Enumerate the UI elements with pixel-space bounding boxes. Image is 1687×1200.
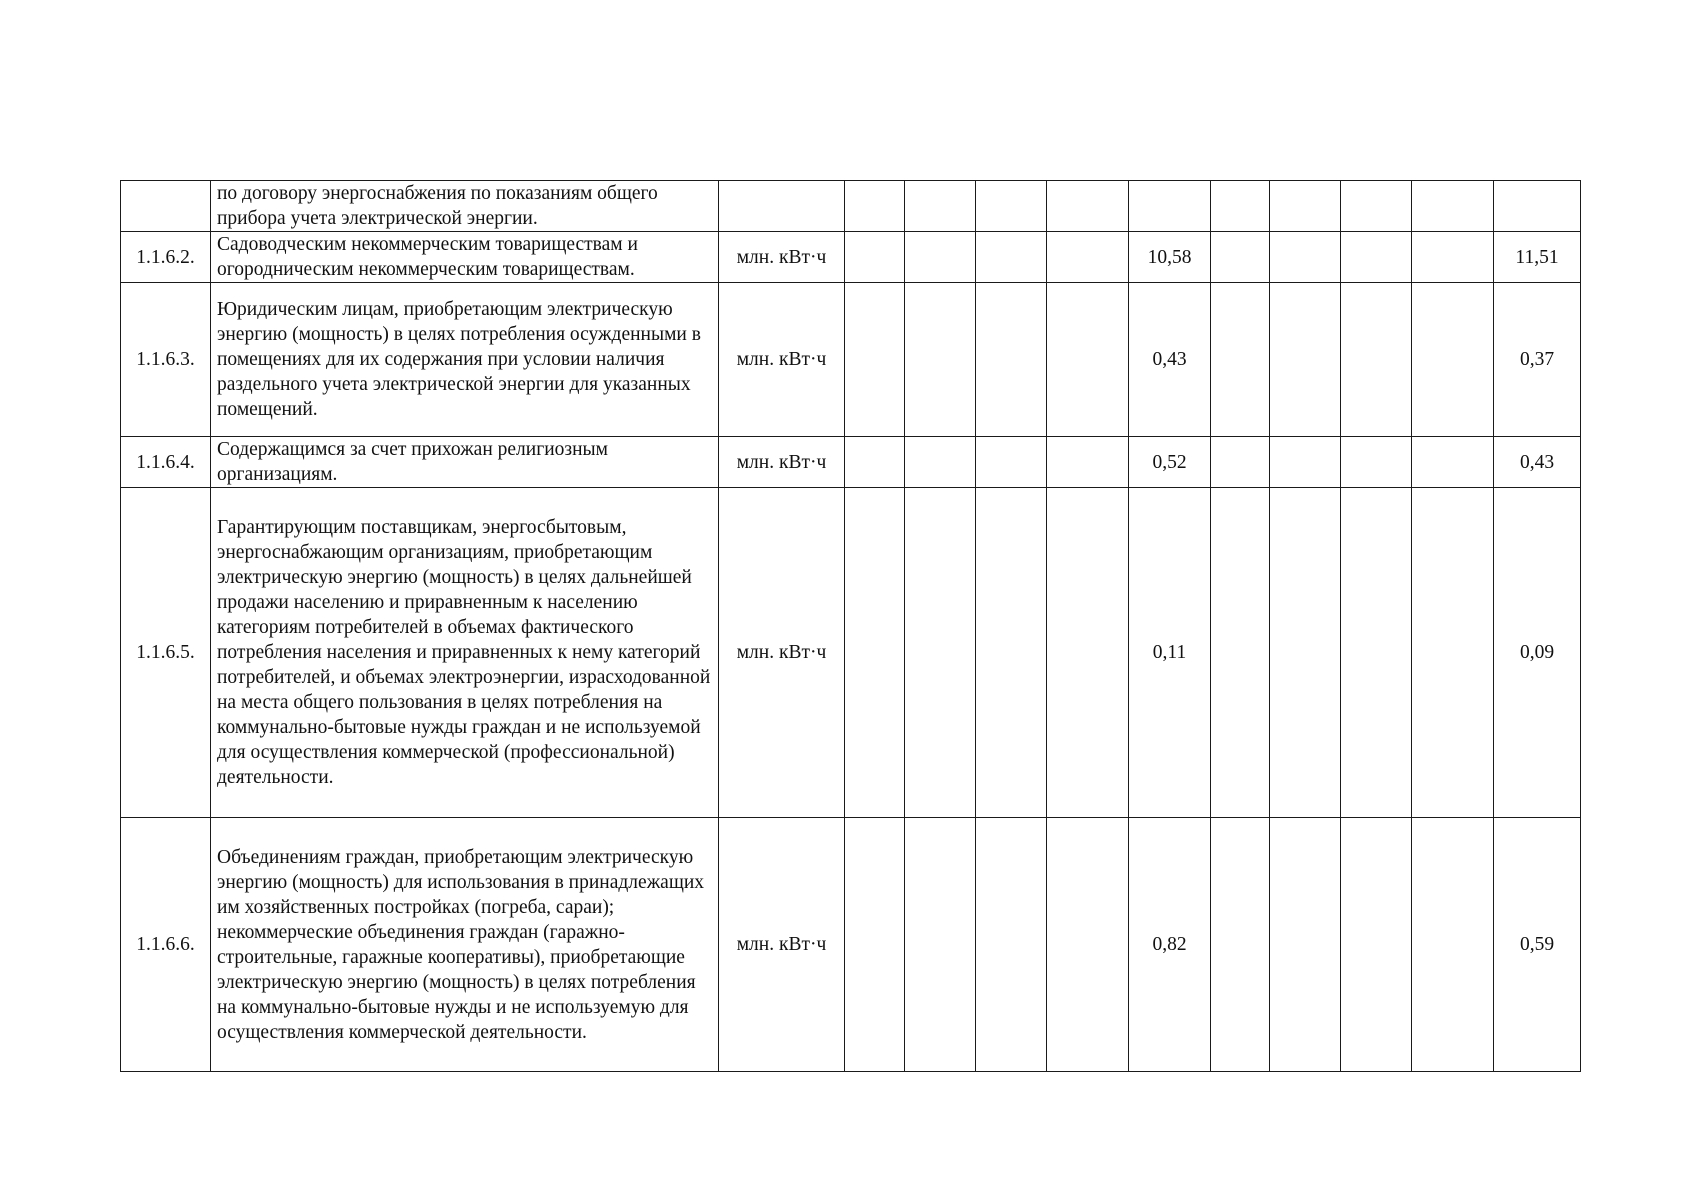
row-number-cell: 1.1.6.3.: [121, 283, 211, 437]
table-row: [121, 283, 1581, 437]
empty-cell: [976, 283, 1047, 437]
table-row: [121, 232, 1581, 283]
value-cell-a: 0,52: [1129, 437, 1211, 488]
empty-cell: [1211, 818, 1270, 1072]
empty-cell: [905, 283, 976, 437]
empty-cell: [1341, 283, 1412, 437]
empty-cell: [1270, 181, 1341, 232]
value-cell-a: 0,43: [1129, 283, 1211, 437]
value-cell-a: [1129, 181, 1211, 232]
empty-cell: [1412, 181, 1494, 232]
empty-cell: [1047, 232, 1129, 283]
empty-cell: [905, 232, 976, 283]
value-cell-b: 11,51: [1494, 232, 1581, 283]
empty-cell: [1341, 181, 1412, 232]
row-number-cell: 1.1.6.4.: [121, 437, 211, 488]
empty-cell: [1211, 437, 1270, 488]
row-description-cell: Содержащимся за счет прихожан религиозным организациям.: [211, 437, 719, 488]
table-row: [121, 181, 1581, 232]
empty-cell: [1270, 437, 1341, 488]
table-row: [121, 488, 1581, 818]
empty-cell: [1047, 818, 1129, 1072]
empty-cell: [976, 818, 1047, 1072]
empty-cell: [1270, 818, 1341, 1072]
value-cell-b: 0,09: [1494, 488, 1581, 818]
empty-cell: [1341, 488, 1412, 818]
empty-cell: [905, 488, 976, 818]
value-cell-b: [1494, 181, 1581, 232]
empty-cell: [1211, 232, 1270, 283]
table-row: [121, 437, 1581, 488]
empty-cell: [1047, 488, 1129, 818]
value-cell-a: 10,58: [1129, 232, 1211, 283]
empty-cell: [976, 488, 1047, 818]
row-number-cell: 1.1.6.2.: [121, 232, 211, 283]
empty-cell: [1341, 818, 1412, 1072]
empty-cell: [976, 232, 1047, 283]
value-cell-b: 0,37: [1494, 283, 1581, 437]
value-cell-a: 0,11: [1129, 488, 1211, 818]
empty-cell: [1341, 437, 1412, 488]
empty-cell: [1211, 181, 1270, 232]
empty-cell: [1211, 283, 1270, 437]
row-number-cell: [121, 181, 211, 232]
empty-cell: [1270, 283, 1341, 437]
empty-cell: [845, 181, 905, 232]
row-description-cell: по договору энергоснабжения по показаниям общего прибора учета электрической энергии.: [211, 181, 719, 232]
empty-cell: [845, 283, 905, 437]
empty-cell: [1412, 283, 1494, 437]
unit-cell: млн. кВт·ч: [719, 488, 845, 818]
empty-cell: [905, 818, 976, 1072]
empty-cell: [845, 437, 905, 488]
empty-cell: [1412, 818, 1494, 1072]
consumption-table: [120, 180, 1581, 1072]
row-description-cell: Садоводческим некоммерческим товариществам и огородническим некоммерческим товариществам.: [211, 232, 719, 283]
empty-cell: [845, 818, 905, 1072]
value-cell-b: 0,59: [1494, 818, 1581, 1072]
value-cell-b: 0,43: [1494, 437, 1581, 488]
unit-cell: млн. кВт·ч: [719, 818, 845, 1072]
row-number-cell: 1.1.6.6.: [121, 818, 211, 1072]
empty-cell: [1211, 488, 1270, 818]
unit-cell: [719, 181, 845, 232]
unit-cell: млн. кВт·ч: [719, 437, 845, 488]
unit-cell: млн. кВт·ч: [719, 232, 845, 283]
empty-cell: [1412, 488, 1494, 818]
table-row: [121, 818, 1581, 1072]
unit-cell: млн. кВт·ч: [719, 283, 845, 437]
value-cell-a: 0,82: [1129, 818, 1211, 1072]
empty-cell: [905, 181, 976, 232]
empty-cell: [1047, 283, 1129, 437]
empty-cell: [905, 437, 976, 488]
empty-cell: [1341, 232, 1412, 283]
table-body: [121, 181, 1581, 1072]
row-description-cell: Юридическим лицам, приобретающим электрическую энергию (мощность) в целях потребления осужденными в помещениях для их содержания при условии наличия раздельного учета электрической энергии для указанных помещений.: [211, 283, 719, 437]
empty-cell: [976, 181, 1047, 232]
row-description-cell: Гарантирующим поставщикам, энергосбытовым, энергоснабжающим организациям, приобретающим электрическую энергию (мощность) в целях дальнейшей продажи населению и приравненным к населению категориям потребителей в объемах фактического потребления населения и приравненных к нему категорий потребителей, и объемах электроэнергии, израсходованной на места общего пользования в целях потребления на коммунально-бытовые нужды граждан и не используемой для осуществления коммерческой (профессиональной) деятельности.: [211, 488, 719, 818]
empty-cell: [1047, 437, 1129, 488]
row-description-cell: Объединениям граждан, приобретающим электрическую энергию (мощность) для использования в принадлежащих им хозяйственных постройках (погреба, сараи); некоммерческие объединения граждан (гаражно-строительные, гаражные кооперативы), приобретающие электрическую энергию (мощность) в целях потребления на коммунально-бытовые нужды и не используемую для осуществления коммерческой деятельности.: [211, 818, 719, 1072]
empty-cell: [1270, 488, 1341, 818]
empty-cell: [1047, 181, 1129, 232]
empty-cell: [1412, 437, 1494, 488]
empty-cell: [1412, 232, 1494, 283]
empty-cell: [1270, 232, 1341, 283]
row-number-cell: 1.1.6.5.: [121, 488, 211, 818]
empty-cell: [845, 488, 905, 818]
empty-cell: [845, 232, 905, 283]
empty-cell: [976, 437, 1047, 488]
